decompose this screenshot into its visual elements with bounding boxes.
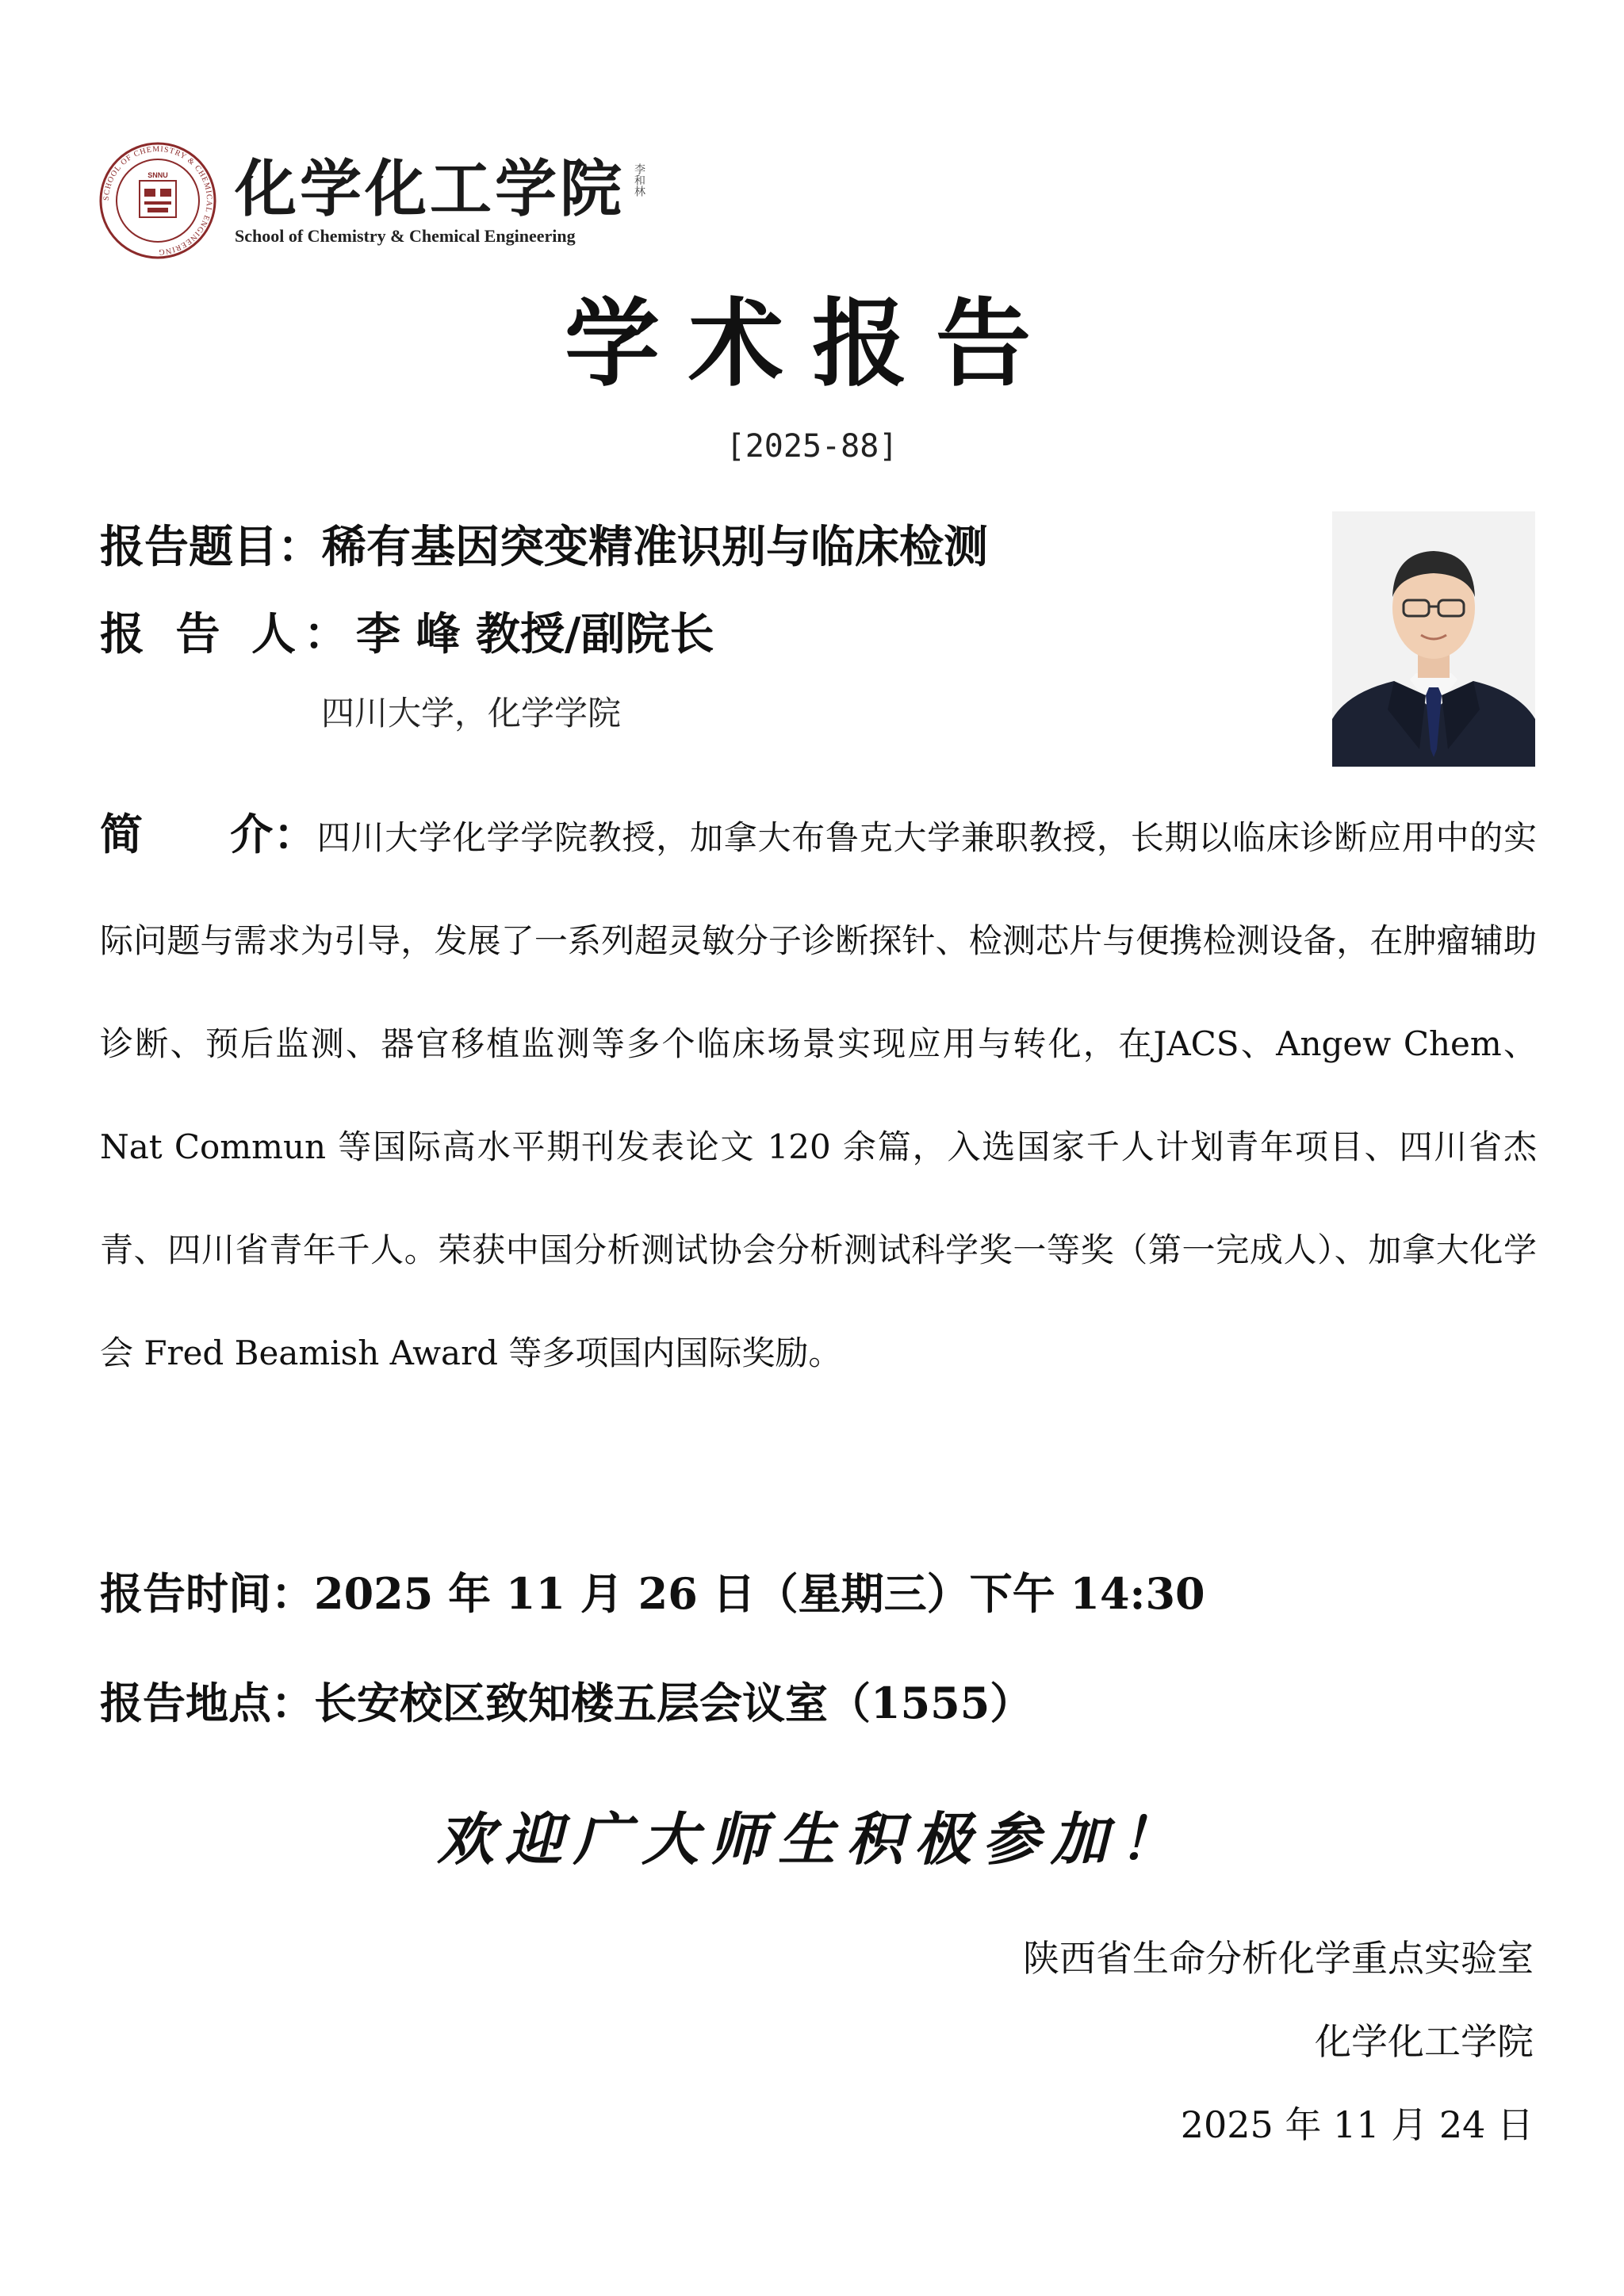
place-label: 报告地点：: [100, 1678, 314, 1728]
time-label: 报告时间：: [100, 1569, 314, 1619]
school-seal-icon: [98, 141, 217, 260]
bio-text: 四川大学化学学院教授，加拿大布鲁克大学兼职教授，长期以临床诊断应用中的实际问题与需求为引导，发展了一系列超灵敏分子诊断探针、检测芯片与便携检测设备，在肿瘤辅助诊断、预后监测、器官移植监测等多个临床场景实现应用与转化，在JACS、Angew Chem、Nat Commun 等国际高水平期刊发表论文 120 余篇，入选国家千人计划青年项目、四川省杰青、四川省青年千人。荣获中国分析测试协会分析测试科学奖一等奖（第一完成人）、加拿大化学会 Fred Beamish Award 等多项国内国际奖励。: [100, 818, 1537, 1372]
speaker-affiliation: 四川大学，化学学院: [321, 694, 622, 733]
welcome-message: 欢迎广大师生积极参加！: [436, 1806, 1187, 1873]
issue-date: 2025 年 11 月 24 日: [1180, 2103, 1534, 2146]
speaker: [100, 607, 714, 663]
report-time: [100, 1566, 1205, 1622]
report-place: [100, 1675, 1032, 1732]
organizer-lab: 陕西省生命分析化学重点实验室: [1023, 1937, 1534, 1980]
speaker-label: 报 告 人：: [100, 609, 356, 660]
school-name-cn: 化学化工学院: [235, 154, 626, 225]
bio-label: 简 介：: [100, 809, 317, 859]
svg-text:SCHOOL OF CHEMISTRY & CHEMICAL: SCHOOL OF CHEMISTRY & CHEMICAL ENGINEERING: [102, 144, 214, 257]
time-value: 2025 年 11 月 26 日（星期三）下午 14:30: [314, 1568, 1205, 1619]
report-number: [2025-88]: [726, 428, 898, 465]
school-logo: [98, 141, 645, 260]
place-value: 长安校区致知楼五层会议室（1555）: [314, 1678, 1033, 1728]
report-topic: [100, 519, 988, 576]
speaker-portrait-icon: [1332, 511, 1535, 767]
topic-label: 报告题目：: [100, 522, 322, 573]
speaker-value: 李 峰 教授/副院长: [356, 608, 714, 660]
school-name-en: School of Chemistry & Chemical Engineering: [235, 226, 576, 246]
speaker-photo: [1332, 511, 1535, 767]
page-title: 学术报告: [565, 289, 1059, 400]
topic-value: 稀有基因突变精准识别与临床检测: [322, 521, 988, 573]
calligraphy-signature: 李和林: [633, 163, 646, 197]
speaker-bio: [100, 783, 1537, 1405]
organizer-school: 化学化工学院: [1315, 2020, 1534, 2063]
svg-text:SNNU: SNNU: [147, 171, 168, 179]
